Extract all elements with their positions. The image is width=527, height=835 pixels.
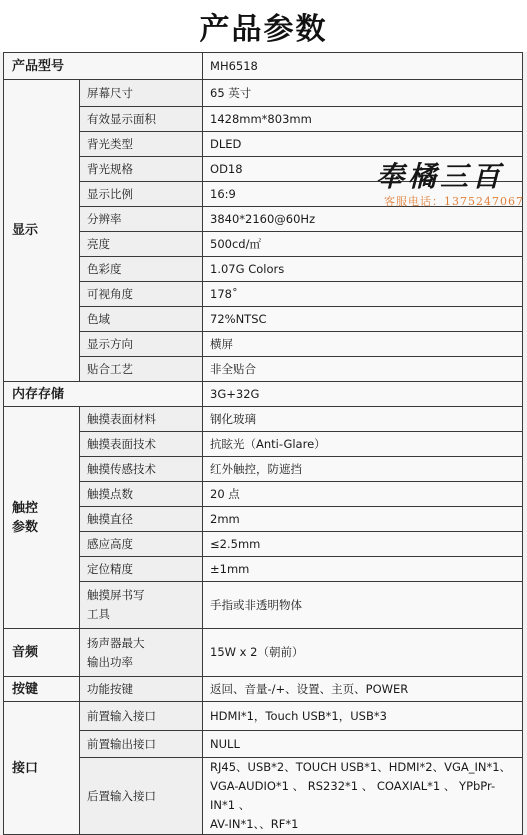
display-category xyxy=(4,80,80,382)
spec-row-audio xyxy=(4,629,523,677)
spec-label xyxy=(80,207,203,232)
spec-value xyxy=(203,207,523,232)
spec-value-text: 横屏 xyxy=(210,336,234,351)
model-label-text: 产品型号 xyxy=(12,58,65,74)
spec-value xyxy=(203,731,523,758)
spec-value xyxy=(203,332,523,357)
spec-value xyxy=(203,407,523,432)
ports-category-text: 接口 xyxy=(12,760,39,776)
spec-value xyxy=(203,432,523,457)
spec-row-display xyxy=(4,132,523,157)
spec-value xyxy=(203,557,523,582)
spec-label xyxy=(80,107,203,132)
spec-value xyxy=(203,457,523,482)
spec-row-display xyxy=(4,107,523,132)
spec-value xyxy=(203,257,523,282)
spec-value-text: 1428mm*803mm xyxy=(210,111,312,126)
spec-value-text: 15W x 2（朝前） xyxy=(210,645,304,659)
spec-row-display xyxy=(4,207,523,232)
spec-value-text: 钢化玻璃 xyxy=(210,411,257,426)
spec-label-text: 前置输入接口 xyxy=(87,708,156,723)
spec-value xyxy=(203,182,523,207)
spec-value-text: HDMI*1，Touch USB*1，USB*3 xyxy=(210,708,387,723)
spec-row-touch xyxy=(4,532,523,557)
spec-label-text: 可视角度 xyxy=(87,286,133,301)
memory-label-text: 内存存储 xyxy=(12,386,65,402)
spec-value-text: 500cd/㎡ xyxy=(210,236,261,251)
audio-category xyxy=(4,629,80,677)
spec-value xyxy=(203,532,523,557)
spec-label xyxy=(80,432,203,457)
spec-value-text: 非全贴合 xyxy=(210,361,257,376)
touch-category-text: 触控 参数 xyxy=(12,500,39,535)
spec-label-text: 感应高度 xyxy=(87,536,133,551)
spec-value xyxy=(203,157,523,182)
spec-value-text: DLED xyxy=(210,136,242,151)
spec-label-text: 背光规格 xyxy=(87,161,133,176)
spec-row-touch xyxy=(4,557,523,582)
spec-value-text: 16:9 xyxy=(210,186,236,201)
spec-label xyxy=(80,357,203,382)
spec-row-display xyxy=(4,80,523,107)
spec-row-touch xyxy=(4,582,523,629)
spec-label-text: 屏幕尺寸 xyxy=(87,85,133,100)
spec-value xyxy=(203,702,523,731)
spec-value xyxy=(203,232,523,257)
spec-label-text: 后置输入接口 xyxy=(87,788,156,803)
model-value-text: MH6518 xyxy=(210,58,258,73)
spec-value xyxy=(203,482,523,507)
spec-label-text: 贴合工艺 xyxy=(87,361,133,376)
spec-row-display xyxy=(4,157,523,182)
memory-value xyxy=(203,382,523,407)
spec-row-display xyxy=(4,307,523,332)
spec-row-touch xyxy=(4,407,523,432)
spec-label xyxy=(80,257,203,282)
spec-label-text: 定位精度 xyxy=(87,561,133,576)
spec-label xyxy=(80,482,203,507)
spec-value xyxy=(203,307,523,332)
page-title: 产品参数 xyxy=(0,0,527,52)
spec-label-text: 显示比例 xyxy=(87,186,133,201)
spec-value-text: 72%NTSC xyxy=(210,311,267,326)
spec-label-text: 触摸传感技术 xyxy=(87,461,156,476)
spec-label xyxy=(80,629,203,677)
watermark-phone: 客服电话：1375247067 xyxy=(384,195,524,208)
spec-row-display xyxy=(4,182,523,207)
spec-value-text: 红外触控，防遮挡 xyxy=(210,461,303,476)
spec-row-ports xyxy=(4,702,523,731)
spec-label xyxy=(80,702,203,731)
spec-value-text: ±1mm xyxy=(210,561,250,576)
spec-row-touch xyxy=(4,482,523,507)
spec-row-touch xyxy=(4,457,523,482)
spec-label xyxy=(80,557,203,582)
spec-value xyxy=(203,282,523,307)
model-label xyxy=(4,53,203,80)
spec-value-text: RJ45、USB*2、TOUCH USB*1、HDMI*2、VGA_IN*1、 VGA-AUDIO*1 、 RS232*1 、 COAXIAL*1 、 YPbPr-IN*1 、 AV-IN*1、、RF*1 xyxy=(210,760,512,831)
spec-value-text: 2mm xyxy=(210,511,240,526)
spec-label xyxy=(80,282,203,307)
spec-value-text: 20 点 xyxy=(210,486,240,501)
spec-label-text: 有效显示面积 xyxy=(87,111,156,126)
spec-label xyxy=(80,758,203,835)
spec-row-display xyxy=(4,357,523,382)
display-category-text: 显示 xyxy=(12,223,39,238)
spec-row-ports xyxy=(4,731,523,758)
ports-category xyxy=(4,702,80,835)
spec-label xyxy=(80,332,203,357)
spec-label xyxy=(80,731,203,758)
spec-row-touch xyxy=(4,507,523,532)
spec-value-text: 178˚ xyxy=(210,286,238,301)
spec-value-text: 65 英寸 xyxy=(210,85,252,100)
spec-label xyxy=(80,532,203,557)
spec-label xyxy=(80,232,203,257)
spec-label-text: 亮度 xyxy=(87,236,110,251)
spec-value-text: ≤2.5mm xyxy=(210,536,261,551)
spec-label-text: 功能按键 xyxy=(87,681,133,696)
memory-label xyxy=(4,382,203,407)
spec-label-text: 触摸表面材料 xyxy=(87,411,156,426)
spec-row-memory xyxy=(4,382,523,407)
audio-category-text: 音频 xyxy=(12,645,39,660)
watermark-signature: 奉橘三百 xyxy=(376,160,505,193)
spec-label xyxy=(80,677,203,702)
spec-label-text: 背光类型 xyxy=(87,136,133,151)
spec-value-text: OD18 xyxy=(210,161,243,176)
spec-table xyxy=(3,52,523,835)
spec-row-keys xyxy=(4,677,523,702)
spec-row-display xyxy=(4,257,523,282)
touch-category xyxy=(4,407,80,629)
spec-label xyxy=(80,457,203,482)
spec-label xyxy=(80,307,203,332)
spec-value xyxy=(203,80,523,107)
spec-label xyxy=(80,507,203,532)
spec-label-text: 触摸点数 xyxy=(87,486,133,501)
spec-label-text: 触摸直径 xyxy=(87,511,133,526)
spec-value xyxy=(203,132,523,157)
spec-label xyxy=(80,582,203,629)
spec-label xyxy=(80,407,203,432)
spec-label xyxy=(80,182,203,207)
spec-value xyxy=(203,758,523,835)
spec-value xyxy=(203,107,523,132)
spec-value-text: 1.07G Colors xyxy=(210,261,285,276)
spec-row-ports xyxy=(4,758,523,835)
spec-label-text: 前置输出接口 xyxy=(87,736,156,751)
spec-row-display xyxy=(4,282,523,307)
spec-value-text: NULL xyxy=(210,736,240,751)
spec-label-text: 显示方向 xyxy=(87,336,133,351)
spec-row-model xyxy=(4,53,523,80)
keys-category xyxy=(4,677,80,702)
model-value xyxy=(203,53,523,80)
spec-label-text: 分辨率 xyxy=(87,211,122,226)
spec-value xyxy=(203,507,523,532)
keys-category-text: 按键 xyxy=(12,681,39,697)
spec-value-text: 抗眩光（Anti-Glare） xyxy=(210,436,326,451)
spec-label-text: 触摸屏书写 工具 xyxy=(87,588,145,621)
spec-label-text: 触摸表面技术 xyxy=(87,436,156,451)
spec-row-display xyxy=(4,332,523,357)
spec-row-display xyxy=(4,232,523,257)
spec-label xyxy=(80,80,203,107)
spec-value xyxy=(203,629,523,677)
spec-value-text: 手指或非透明物体 xyxy=(210,597,303,612)
spec-row-touch xyxy=(4,432,523,457)
spec-label xyxy=(80,132,203,157)
spec-value xyxy=(203,582,523,629)
spec-label-text: 扬声器最大 输出功率 xyxy=(87,635,145,669)
spec-label xyxy=(80,157,203,182)
spec-label-text: 色彩度 xyxy=(87,261,122,276)
spec-label-text: 色域 xyxy=(87,311,110,326)
spec-value-text: 返回、音量-/+、设置、主页、POWER xyxy=(210,681,409,696)
spec-value xyxy=(203,677,523,702)
spec-value-text: 3840*2160@60Hz xyxy=(210,211,316,226)
spec-value xyxy=(203,357,523,382)
memory-value-text: 3G+32G xyxy=(210,386,260,401)
